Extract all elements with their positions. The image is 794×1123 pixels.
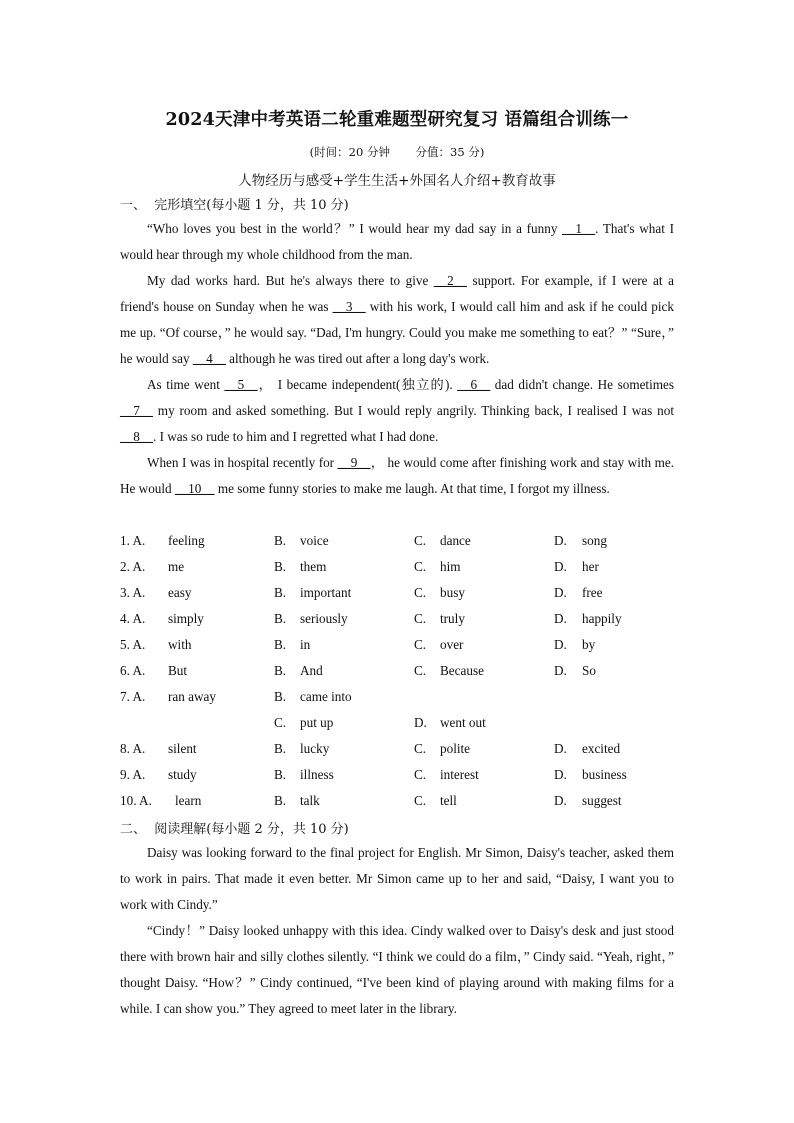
cloze-paragraph-2: My dad works hard. But he's always there to give __2__ support. For example, if I were at a friend's house on Sunday when he was __3__ with his work, I would call him and ask if he could pick me up. “Of course，” he would say. “Dad, I'm hungry. Could you make me something to eat？” “Sure，” he would say __4__ although he was tired out after a long day's work. [120, 273, 674, 366]
option-row-3: 3. A. easy B. important C. busy D. free [120, 585, 603, 600]
section-cloze-heading: 一、 完形填空(每小题 1 分，共 10 分) [120, 198, 349, 213]
blank-3: __3__ [332, 299, 366, 314]
option-row-7-continued: C. put up D. went out [274, 715, 486, 730]
topic-line: 人物经历与感受+学生生活+外国名人介绍+教育故事 [238, 173, 556, 189]
blank-5: __5__ [224, 377, 258, 392]
option-row-2: 2. A. me B. them C. him D. her [120, 559, 599, 574]
blank-10: __10__ [174, 481, 215, 496]
time-score-line: (时间：20 分钟 分值：35 分) [309, 145, 485, 159]
blank-4: __4__ [192, 351, 226, 366]
page-title: 2024天津中考英语二轮重难题型研究复习 语篇组合训练一 [165, 110, 629, 130]
blank-7: __7__ [120, 403, 153, 418]
blank-1: __1__ [562, 221, 596, 236]
option-row-9: 9. A. study B. illness C. interest D. business [120, 767, 627, 782]
reading-paragraph-2: “Cindy！” Daisy looked unhappy with this idea. Cindy walked over to Daisy's desk and just stood there with brown hair and silly clothes silently. “I think we could do a film，” Cindy said. “Yeah, right，” thought Daisy. “How？” Cindy continued, “I've been kind of playing around with making films for a while. I can show you.” They agreed to meet later in the library. [120, 923, 674, 1016]
cloze-paragraph-4: When I was in hospital recently for __9__， he would come after finishing work and stay with me. He would __10__ me some funny stories to make me laugh. At that time, I forgot my illness. [120, 455, 675, 496]
option-row-4: 4. A. simply B. seriously C. truly D. happily [120, 611, 622, 626]
blank-2: __2__ [433, 273, 467, 288]
blank-6: __6__ [457, 377, 491, 392]
option-row-1: 1. A. feeling B. voice C. dance D. song [120, 533, 607, 548]
cloze-paragraph-3: As time went __5__， I became independent(独立的). __6__ dad didn't change. He sometimes __7__ my room and asked something. But I would reply angrily. Thinking back, I realised I was not __8__. I was so rude to him and I regretted what I had done. [120, 377, 675, 444]
option-row-6: 6. A. But B. And C. Because D. So [120, 663, 596, 678]
option-row-5: 5. A. with B. in C. over D. by [120, 637, 596, 652]
option-row-7: 7. A. ran away B. came into [120, 689, 352, 704]
section-reading-heading: 二、 阅读理解(每小题 2 分，共 10 分) [120, 822, 349, 837]
reading-paragraph-1: Daisy was looking forward to the final project for English. Mr Simon, Daisy's teacher, asked them to work in pairs. That made it even better. Mr Simon came up to her and said, “Daisy, I want you to work with Cindy.” [120, 845, 674, 912]
cloze-paragraph-1: “Who loves you best in the world？” I would hear my dad say in a funny __1__. That's what I would hear through my whole childhood from the man. [120, 221, 674, 262]
blank-8: __8__ [120, 429, 153, 444]
option-row-8: 8. A. silent B. lucky C. polite D. excited [120, 741, 621, 756]
option-row-10: 10. A. learn B. talk C. tell D. suggest [120, 793, 622, 808]
blank-9: __9__ [337, 455, 371, 470]
